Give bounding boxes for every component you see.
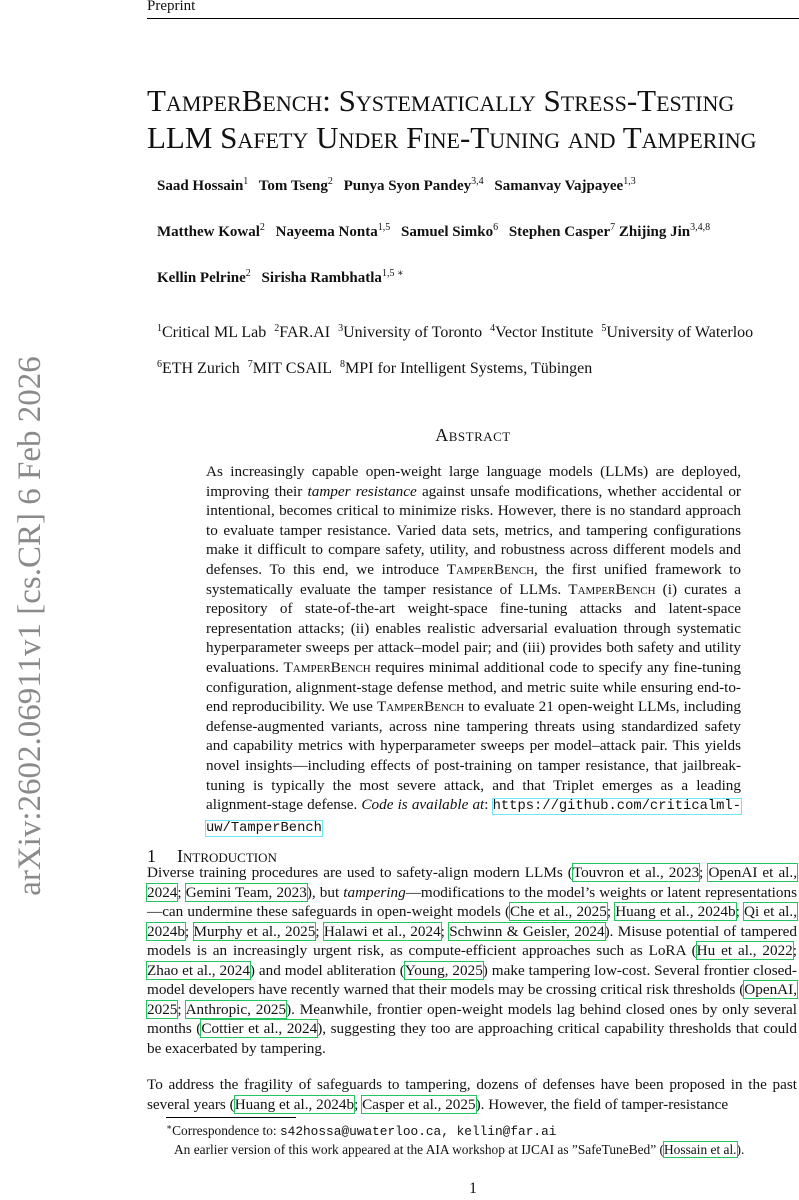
author-name: Saad Hossain bbox=[157, 178, 244, 194]
author-name: Tom Tseng bbox=[258, 178, 328, 194]
affiliation: University of Waterloo bbox=[606, 324, 754, 341]
author-name: Matthew Kowal bbox=[157, 224, 260, 240]
affiliation: FAR.AI bbox=[279, 324, 331, 341]
affiliation: MIT CSAIL bbox=[252, 360, 333, 377]
email-addresses[interactable]: s42hossa@uwaterloo.ca, kellin@far.ai bbox=[279, 1124, 557, 1139]
citation-link[interactable]: Young, 2025 bbox=[404, 961, 483, 979]
author-name: Punya Syon Pandey bbox=[343, 178, 472, 194]
title-line-2: LLM Safety Under Fine-Tuning and Tampering bbox=[147, 120, 757, 155]
footnote-earlier-version: An earlier version of this work appeared at the AIA workshop at IJCAI as ”SafeTuneBed” (Hossain et al.). bbox=[174, 1141, 745, 1157]
affiliation: Vector Institute bbox=[495, 324, 594, 341]
author-row-1 bbox=[157, 176, 636, 195]
affiliation-row-2: $^6$ETH Zurich $^7$MIT CSAIL $^8$MPI for Intelligent Systems, Tübingen bbox=[157, 359, 593, 377]
intro-paragraph-1: Diverse training procedures are used to safety-align modern LLMs (Touvron et al., 2023; OpenAI et al., 2024; Gemini Team, 2023), but tampering—modifications to the model’s weights or latent representations—can undermine these safeguards in open-weight models (Che et al., 2025; Huang et al., 2024b; Qi et al., 2024b; Murphy et al., 2025; Halawi et al., 2024; Schwinn & Geisler, 2024). Misuse potential of tampered models is an increasingly urgent risk, as compute-efficient approaches such as LoRA (Hu et al., 2022; Zhao et al., 2024) and model abliteration (Young, 2025) make tampering low-cost. Several frontier closed-model developers have recently warned that their models may be crossing critical risk thresholds (OpenAI, 2025; Anthropic, 2025). Meanwhile, frontier open-weight models lag behind closed ones by only several months (Cottier et al., 2024), suggesting they too are approaching critical capability thresholds that could be exacerbated by tampering. bbox=[147, 864, 798, 1057]
citation-link[interactable]: OpenAI et al., 2024 bbox=[147, 864, 797, 901]
section-title: Introduction bbox=[177, 846, 277, 866]
citation-link[interactable]: Halawi et al., 2024 bbox=[323, 922, 441, 940]
abstract-heading: Abstract bbox=[435, 425, 511, 445]
citation-link[interactable]: Huang et al., 2024b bbox=[615, 903, 736, 920]
author-sup: 1,5 ∗ bbox=[381, 268, 404, 279]
author-row-3 bbox=[157, 268, 404, 287]
citation-link[interactable]: Cottier et al., 2024 bbox=[201, 1020, 318, 1037]
author-sup: 2 bbox=[245, 268, 251, 279]
citation-link[interactable]: Che et al., 2025 bbox=[510, 903, 607, 920]
header-rule bbox=[147, 18, 799, 19]
affiliation: Critical ML Lab bbox=[162, 324, 267, 341]
author-sup: 1,5 bbox=[377, 222, 391, 233]
author-sup: 2 bbox=[327, 176, 333, 187]
author-sup: 6 bbox=[493, 222, 499, 233]
running-header: Preprint bbox=[147, 0, 196, 14]
footnote-correspondence: ∗Correspondence to: s42hossa@uwaterloo.ca, kellin@far.ai bbox=[166, 1122, 557, 1139]
page-number: 1 bbox=[469, 1180, 477, 1197]
citation-link[interactable]: Murphy et al., 2025 bbox=[193, 922, 316, 940]
affiliation: MPI for Intelligent Systems, Tübingen bbox=[345, 360, 593, 377]
author-name: Samuel Simko bbox=[400, 224, 494, 240]
citation-link[interactable]: Anthropic, 2025 bbox=[185, 1000, 287, 1018]
affiliation-row-1: $^1$Critical ML Lab $^2$FAR.AI $^3$University of Toronto $^4$Vector Institute $^5$University of Waterloo bbox=[157, 323, 754, 341]
author-sup: 3,4,8 bbox=[690, 222, 711, 233]
author-name: Nayeema Nonta bbox=[275, 224, 378, 240]
title-line-1: TamperBench: Systematically Stress-Testing bbox=[147, 83, 735, 118]
author-sup: 1 bbox=[243, 176, 249, 187]
author-name: Zhijing Jin bbox=[618, 224, 691, 240]
affiliation: ETH Zurich bbox=[162, 360, 240, 377]
author-sup: 2 bbox=[259, 222, 265, 233]
paper-title bbox=[147, 82, 797, 156]
author-row-2 bbox=[157, 222, 710, 241]
citation-link[interactable]: Hossain et al. bbox=[664, 1141, 737, 1157]
footnote-rule bbox=[166, 1117, 296, 1118]
author-sup: 1,3 bbox=[623, 176, 636, 187]
author-name: Sirisha Rambhatla bbox=[261, 270, 382, 286]
affiliation: University of Toronto bbox=[343, 324, 483, 341]
citation-link[interactable]: OpenAI, 2025 bbox=[147, 981, 797, 1018]
author-name: Samanvay Vajpayee bbox=[494, 178, 624, 194]
citation-link[interactable]: Hu et al., 2022 bbox=[696, 942, 793, 959]
author-name: Stephen Casper bbox=[508, 224, 611, 240]
author-sup: 3,4 bbox=[471, 176, 484, 187]
citation-link[interactable]: Gemini Team, 2023 bbox=[185, 883, 307, 901]
abstract-text: As increasingly capable open-weight large language models (LLMs) are deployed, improving their tamper resistance against unsafe modifications, whether accidental or intentional, becomes critical to minimize risks. However, there is no standard approach to evaluate tamper resistance. Varied data sets, metrics, and tampering configurations make it difficult to compare safety, utility, and robustness across different models and defenses. To this end, we introduce TamperBench, the first unified framework to systematically evaluate the tamper resistance of LLMs. TamperBench (i) curates a repository of state-of-the-art weight-space fine-tuning attacks and latent-space representation attacks; (ii) enables realistic adversarial evaluation through systematic hyperparameter sweeps per attack–model pair; and (iii) provides both safety and utility evaluations. TamperBench requires minimal additional code to specify any fine-tuning configuration, alignment-stage defense method, and metric suite while ensuring end-to-end reproducibility. We use TamperBench to evaluate 21 open-weight LLMs, including defense-augmented variants, across nine tampering threats using standardized safety and capability metrics with hyperparameter sweeps per model–attack pair. This yields novel insights—including effects of post-training on tamper resistance, that jailbreak-tuning is typically the most severe attack, and that Triplet emerges as a leading alignment-stage defense. Code is available at: https://github.com/criticalml-uw/TamperBench bbox=[206, 463, 741, 836]
intro-paragraph-2: To address the fragility of safeguards to tampering, dozens of defenses have been proposed in the past several years (Huang et al., 2024b; Casper et al., 2025). However, the field of tamper-resistance bbox=[147, 1076, 797, 1113]
citation-link[interactable]: Huang et al., 2024b bbox=[234, 1095, 355, 1113]
author-sup: 7 bbox=[610, 222, 616, 233]
section-number: 1 bbox=[147, 846, 156, 866]
arxiv-identifier: arXiv:2602.06911v1 [cs.CR] 6 Feb 2026 bbox=[12, 356, 48, 896]
footnotes bbox=[166, 1119, 799, 1158]
citation-link[interactable]: Schwinn & Geisler, 2024 bbox=[449, 922, 605, 940]
author-name: Kellin Pelrine bbox=[157, 270, 246, 286]
citation-link[interactable]: Zhao et al., 2024 bbox=[147, 961, 250, 979]
citation-link[interactable]: Touvron et al., 2023 bbox=[572, 864, 700, 881]
citation-link[interactable]: Qi et al., 2024b bbox=[147, 903, 797, 940]
citation-link[interactable]: Casper et al., 2025 bbox=[362, 1095, 476, 1113]
code-repo-link[interactable]: https://github.com/criticalml-uw/TamperBench bbox=[206, 799, 741, 836]
